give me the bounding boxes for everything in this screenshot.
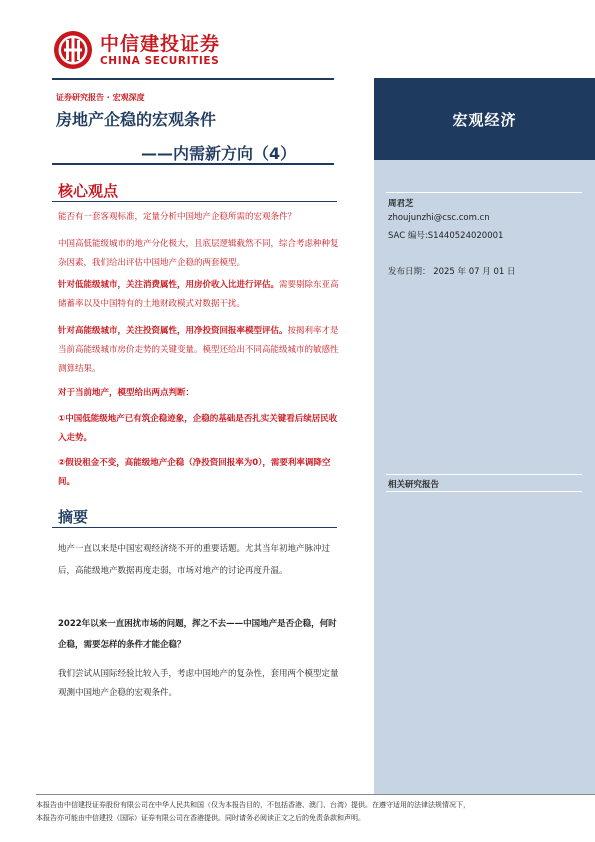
breadcrumb: 证券研究报告 · 宏观深度 bbox=[56, 93, 145, 102]
core-view-judgement-intro: 对于当前地产，模型给出两点判断： bbox=[58, 388, 195, 398]
analyst-email: zhoujunzhi@csc.com.cn bbox=[388, 213, 490, 223]
low-tier-lead: 针对低能级城市，关注消费属性，用房价收入比进行评估。 bbox=[58, 280, 280, 290]
title-divider bbox=[52, 163, 334, 165]
summary-paragraph-1: 地产一直以来是中国宏观经济绕不开的重要话题。尤其当年初地产脉冲过后，高能级地产数据再度走弱，市场对地产的讨论再度升温。 bbox=[58, 544, 331, 576]
core-view-models: 中国高低能级城市的地产分化极大，且底层逻辑截然不同，综合考虑种种复杂因素，我们给出评估中国地产企稳的两套模型。 bbox=[58, 239, 339, 268]
high-tier-lead: 针对高能级城市，关注投资属性，用净投资回报率模型评估。 bbox=[58, 326, 288, 336]
header-divider bbox=[52, 78, 334, 80]
core-view-low-tier bbox=[58, 276, 340, 314]
analyst-sac-number: SAC 编号:S1440524020001 bbox=[388, 231, 504, 241]
summary-paragraph-2: 2022年以来一直困扰市场的问题，挥之不去——中国地产是否企稳，何时企稳，需要怎样的条件才能企稳？ bbox=[58, 619, 337, 650]
analyst-name: 周君芝 bbox=[388, 199, 414, 209]
release-date: 发布日期： 2025 年 07 月 01 日 bbox=[388, 267, 516, 277]
core-view-heading: 核心观点 bbox=[58, 182, 119, 200]
brand-header bbox=[52, 28, 220, 72]
core-view-high-tier bbox=[58, 322, 340, 379]
core-view-judgement-2: ②假设租金不变，高能级地产企稳（净投资回报率为0），需要利率调降空间。 bbox=[58, 458, 331, 487]
related-reports-heading: 相关研究报告 bbox=[388, 480, 440, 490]
report-title: 房地产企稳的宏观条件 bbox=[56, 110, 217, 129]
footer-divider bbox=[36, 794, 595, 795]
core-view-divider bbox=[52, 201, 337, 202]
summary-divider bbox=[52, 527, 337, 528]
brand-name-cn: 中信建投证券 bbox=[100, 32, 221, 55]
sidebar-category-banner bbox=[374, 78, 595, 160]
csc-logo-icon bbox=[52, 29, 94, 71]
sidebar-divider-related-bottom bbox=[386, 491, 582, 492]
sidebar-divider-related bbox=[386, 474, 582, 475]
report-category: 宏观经济 bbox=[452, 110, 517, 129]
summary-paragraph-3: 我们尝试从国际经验比较入手，考虑中国地产的复杂性，套用两个模型定量观测中国地产企稳的宏观条件。 bbox=[58, 669, 339, 698]
brand-name-en: CHINA SECURITIES bbox=[100, 54, 220, 67]
summary-heading: 摘要 bbox=[58, 508, 89, 526]
high-tier-detail: 按揭利率才是当前高能级城市房价走势的关键变量。模型还给出不同高能级城市的敏感性测算结果。 bbox=[58, 326, 339, 374]
footer-disclaimer-1: 本报告由中信建投证券股份有限公司在中华人民共和国（仅为本报告目的，不包括香港、澳门、台湾）提供。在遵守适用的法律法规情况下， bbox=[36, 801, 470, 809]
core-view-question: 能否有一套客观标准，定量分析中国地产企稳所需的宏观条件？ bbox=[58, 212, 297, 222]
report-subtitle: ——内需新方向（4） bbox=[141, 144, 297, 163]
info-sidebar bbox=[374, 78, 595, 794]
footer-disclaimer-2: 本报告亦可能由中信建投（国际）证券有限公司在香港提供。同时请务必阅读正文之后的免责条款和声明。 bbox=[36, 814, 365, 822]
sidebar-divider-top bbox=[386, 192, 582, 193]
low-tier-detail: 需要剔除东亚高储蓄率以及中国特有的土地财政模式对数据干扰。 bbox=[58, 280, 339, 309]
core-view-judgement-1: ①中国低能级地产已有筑企稳迹象，企稳的基础是否扎实关键看后续居民收入走势。 bbox=[58, 414, 338, 443]
